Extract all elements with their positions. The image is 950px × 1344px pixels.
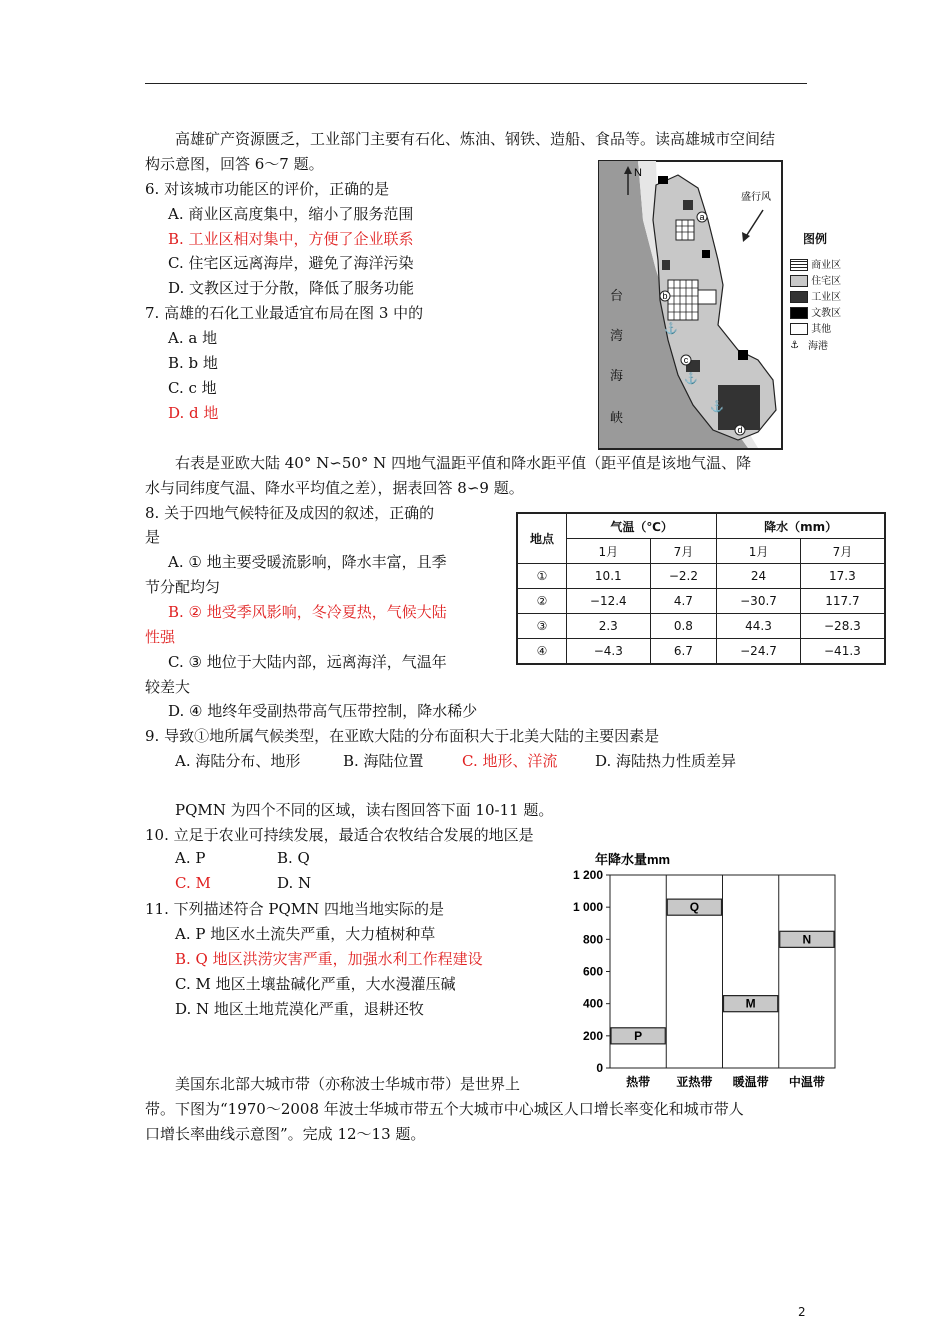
q7-stem: 7. 高雄的石化工业最适宜布局在图 3 中的	[145, 304, 424, 322]
q6-option-c: C. 住宅区远离海岸，避免了海洋污染	[168, 254, 414, 272]
table-header-site: 地点	[517, 513, 567, 564]
x-category-label: 热带	[626, 1075, 651, 1089]
legend-other: 其他	[790, 322, 841, 338]
q6-option-b-answer: B. 工业区相对集中，方便了企业联系	[168, 230, 414, 248]
q8-option-a-line1: A. ① 地主要受暖流影响，降水丰富，且季	[168, 553, 447, 571]
intro-6-7-line2: 构示意图，回答 6～7 题。	[145, 155, 324, 173]
q8-option-a-line2: 节分配均匀	[145, 578, 221, 596]
strait-char-2: 湾	[610, 329, 624, 344]
table-header-temp: 气温（℃）	[567, 513, 717, 539]
harbor-icon: ⚓	[710, 400, 724, 413]
y-tick-label: 0	[596, 1061, 603, 1075]
table-row: ② −12.4 4.7 −30.7 117.7	[517, 589, 885, 614]
strait-char-4: 峡	[610, 411, 624, 426]
q6-option-a: A. 商业区高度集中，缩小了服务范围	[168, 205, 414, 223]
y-tick-label: 400	[582, 996, 603, 1011]
q8-stem-line2: 是	[145, 528, 161, 546]
chart-title: 年降水量mm	[595, 852, 671, 867]
q11-option-c: C. M 地区土壤盐碱化严重，大水漫灌压碱	[175, 975, 456, 993]
table-row: ① 10.1 −2.2 24 17.3	[517, 564, 885, 589]
q11-option-a: A. P 地区水土流失严重，大力植树种草	[175, 925, 436, 943]
point-b: b	[662, 291, 668, 301]
q9-option-b: B. 海陆位置	[343, 752, 424, 770]
q8-option-b-answer-line1: B. ② 地受季风影响，冬冷夏热，气候大陆	[168, 603, 447, 621]
harbor-icon: ⚓	[684, 372, 698, 385]
q8-stem-line1: 8. 关于四地气候特征及成因的叙述，正确的	[145, 504, 435, 522]
header-rule	[145, 83, 807, 84]
y-tick-label: 1 000	[572, 900, 603, 915]
legend-harbor: ⚓ 海港	[790, 340, 828, 352]
q7-option-b: B. b 地	[168, 354, 218, 372]
q11-stem: 11. 下列描述符合 PQMN 四地当地实际的是	[145, 900, 445, 918]
x-category-label: 中温带	[788, 1075, 825, 1089]
climate-anomaly-table	[516, 512, 886, 665]
legend-education: 文教区	[790, 306, 841, 322]
table-row: ③ 2.3 0.8 44.3 −28.3	[517, 614, 885, 639]
q10-stem: 10. 立足于农业可持续发展，最适合农牧结合发展的地区是	[145, 826, 534, 844]
q10-option-a: A. P	[175, 849, 206, 867]
education-zone	[658, 176, 668, 184]
table-header-prec: 降水（mm）	[717, 513, 885, 539]
table-subheader: 7月	[650, 539, 717, 564]
intro-8-9-line2: 水与同纬度气温、降水平均值之差），据表回答 8∽9 题。	[145, 479, 524, 497]
q6-stem: 6. 对该城市功能区的评价，正确的是	[145, 180, 390, 198]
intro-12-13-line3: 口增长率曲线示意图”。完成 12～13 题。	[145, 1125, 426, 1143]
q9-option-a: A. 海陆分布、地形	[175, 752, 301, 770]
legend-residential: 住宅区	[790, 274, 841, 290]
q10-option-c-answer: C. M	[175, 874, 211, 892]
bar-label: Q	[689, 900, 700, 915]
legend-industrial: 工业区	[790, 290, 841, 306]
intro-8-9-line1: 右表是亚欧大陆 40° N∽50° N 四地气温距平值和降水距平值（距平值是该地气温、降	[175, 454, 752, 472]
harbor-icon: ⚓	[664, 322, 678, 335]
q8-option-d: D. ④ 地终年受副热带高气压带控制，降水稀少	[168, 702, 478, 720]
q9-stem: 9. 导致①地所属气候类型，在亚欧大陆的分布面积大于北美大陆的主要因素是	[145, 727, 660, 745]
strait-char-1: 台	[610, 289, 624, 304]
table-subheader: 1月	[717, 539, 801, 564]
precipitation-chart	[560, 850, 850, 1095]
x-category-label: 亚热带	[676, 1075, 713, 1089]
table-subheader: 1月	[567, 539, 651, 564]
north-label: N	[634, 167, 642, 179]
q7-option-d-answer: D. d 地	[168, 404, 219, 422]
bar-label: M	[745, 996, 756, 1011]
q9-option-d: D. 海陆热力性质差异	[595, 752, 737, 770]
prevailing-wind-label: 盛行风	[741, 192, 771, 203]
x-category-label: 暖温带	[732, 1075, 769, 1089]
intro-10-11: PQMN 为四个不同的区域，读右图回答下面 10-11 题。	[175, 801, 554, 819]
anchor-icon: ⚓	[790, 340, 799, 351]
q10-option-d: D. N	[277, 874, 312, 892]
intro-12-13-line1: 美国东北部大城市带（亦称波士华城市带）是世界上	[175, 1075, 521, 1093]
map-legend	[790, 258, 841, 355]
point-a: a	[699, 212, 705, 222]
q7-option-a: A. a 地	[168, 329, 218, 347]
strait-char-3: 海	[610, 369, 624, 384]
intro-6-7-line1: 高雄矿产资源匮乏，工业部门主要有石化、炼油、钢铁、造船、食品等。读高雄城市空间结	[175, 130, 776, 148]
q8-option-b-answer-line2: 性强	[145, 628, 176, 646]
q7-option-c: C. c 地	[168, 379, 217, 397]
page-number: 2	[798, 1305, 806, 1319]
q9-option-c-answer: C. 地形、洋流	[462, 752, 558, 770]
q10-option-b: B. Q	[277, 849, 310, 867]
y-tick-label: 200	[582, 1028, 603, 1043]
bar-label: N	[802, 932, 812, 947]
q6-option-d: D. 文教区过于分散，降低了服务功能	[168, 279, 415, 297]
table-row: ④ −4.3 6.7 −24.7 −41.3	[517, 639, 885, 665]
table-subheader: 7月	[800, 539, 885, 564]
q11-option-b-answer: B. Q 地区洪涝灾害严重，加强水利工作程建设	[175, 950, 483, 968]
intro-12-13-line2: 带。下图为“1970～2008 年波士华城市带五个大城市中心城区人口增长率变化和城市带人	[145, 1100, 744, 1118]
y-tick-label: 800	[582, 932, 603, 947]
legend-title: 图例	[803, 232, 828, 246]
y-tick-label: 600	[582, 964, 603, 979]
q8-option-c-line2: 较差大	[145, 678, 191, 696]
q8-option-c-line1: C. ③ 地位于大陆内部，远离海洋，气温年	[168, 653, 447, 671]
legend-commercial: 商业区	[790, 258, 841, 274]
q11-option-d: D. N 地区土地荒漠化严重，退耕还牧	[175, 1000, 424, 1018]
point-d: d	[737, 425, 743, 435]
y-tick-label: 1 200	[572, 868, 603, 882]
bar-label: P	[634, 1028, 643, 1043]
kaohsiung-city-map	[598, 160, 783, 450]
point-c: c	[683, 355, 689, 365]
